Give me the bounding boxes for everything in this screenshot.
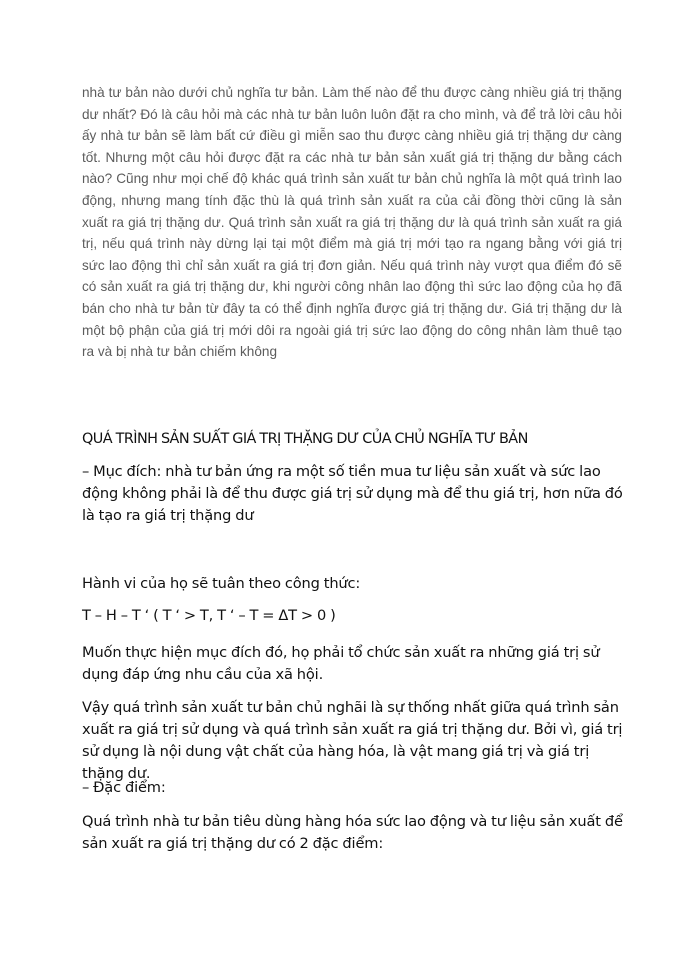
features-label: – Đặc điểm: xyxy=(82,779,166,796)
features-intro: Quá trình nhà tư bản tiêu dùng hàng hóa sức lao động và tư liệu sản xuất để sản xuất ra giá trị thặng dư có 2 đặc điểm: xyxy=(82,813,623,852)
purpose-paragraph: – Mục đích: nhà tư bản ứng ra một số tiền mua tư liệu sản xuất và sức lao động không phải là để thu được giá trị sử dụng mà để thu giá trị, hơn nữa đó là tạo ra giá trị thặng dư xyxy=(82,463,623,524)
section-heading: QUÁ TRÌNH SẢN SUẤT GIÁ TRỊ THẶNG DƯ CỦA CHỦ NGHĨA TƯ BẢN xyxy=(82,431,528,447)
intro-paragraph: nhà tư bản nào dưới chủ nghĩa tư bản. Làm thế nào để thu được càng nhiều giá trị thặng dư nhất? Đó là câu hỏi mà các nhà tư bản luôn luôn đặt ra cho mình, và để trả lời câu hỏi ấy nhà tư bản sẽ làm bất cứ điều gì miễn sao thu được càng nhiều giá trị thặng dư càng tốt. Nhưng một câu hỏi được đặt ra các nhà tư bản sản xuất giá trị thặng dư bằng cách nào? Cũng như mọi chế độ khác quá trình sản xuất tư bản chủ nghĩa là một quá trình lao động, nhưng mang tính đặc thù là quá trình sản xuất ra của cải đồng thời cũng là sản xuất ra giá trị thặng dư. Quá trình sản xuất ra giá trị thặng dư là quá trình sản xuất ra giá trị, nếu quá trình này dừng lại tại một điểm mà giá trị mới tạo ra ngang bằng với giá trị sức lao động thì chỉ sản xuất ra giá trị đơn giản. Nếu quá trình này vượt qua điểm đó sẽ có sản xuất ra giá trị thặng dư, khi người công nhân lao động thì sức lao động của họ đã bán cho nhà tư bản từ đây ta có thể định nghĩa được giá trị thặng dư. Giá trị thặng dư là một bộ phận của giá trị mới dôi ra ngoài giá trị sức lao động do công nhân làm thuê tạo ra và bị nhà tư bản chiếm không xyxy=(82,85,622,360)
condition-paragraph: Muốn thực hiện mục đích đó, họ phải tổ chức sản xuất ra những giá trị sử dụng đáp ứng nhu cầu của xã hội. xyxy=(82,644,600,683)
unity-paragraph: Vậy quá trình sản xuất tư bản chủ nghãi là sự thống nhất giữa quá trình sản xuất ra giá trị sử dụng và quá trình sản xuất ra giá trị thặng dư. Bởi vì, giá trị sử dụng là nội dung vật chất của hàng hóa, là vật mang giá trị và giá trị thặng dư. xyxy=(82,699,623,782)
formula-intro: Hành vi của họ sẽ tuân theo công thức: xyxy=(82,575,361,592)
formula: T – H – T ‘ ( T ‘ > T, T ‘ – T = ΔT > 0 ) xyxy=(82,607,336,624)
